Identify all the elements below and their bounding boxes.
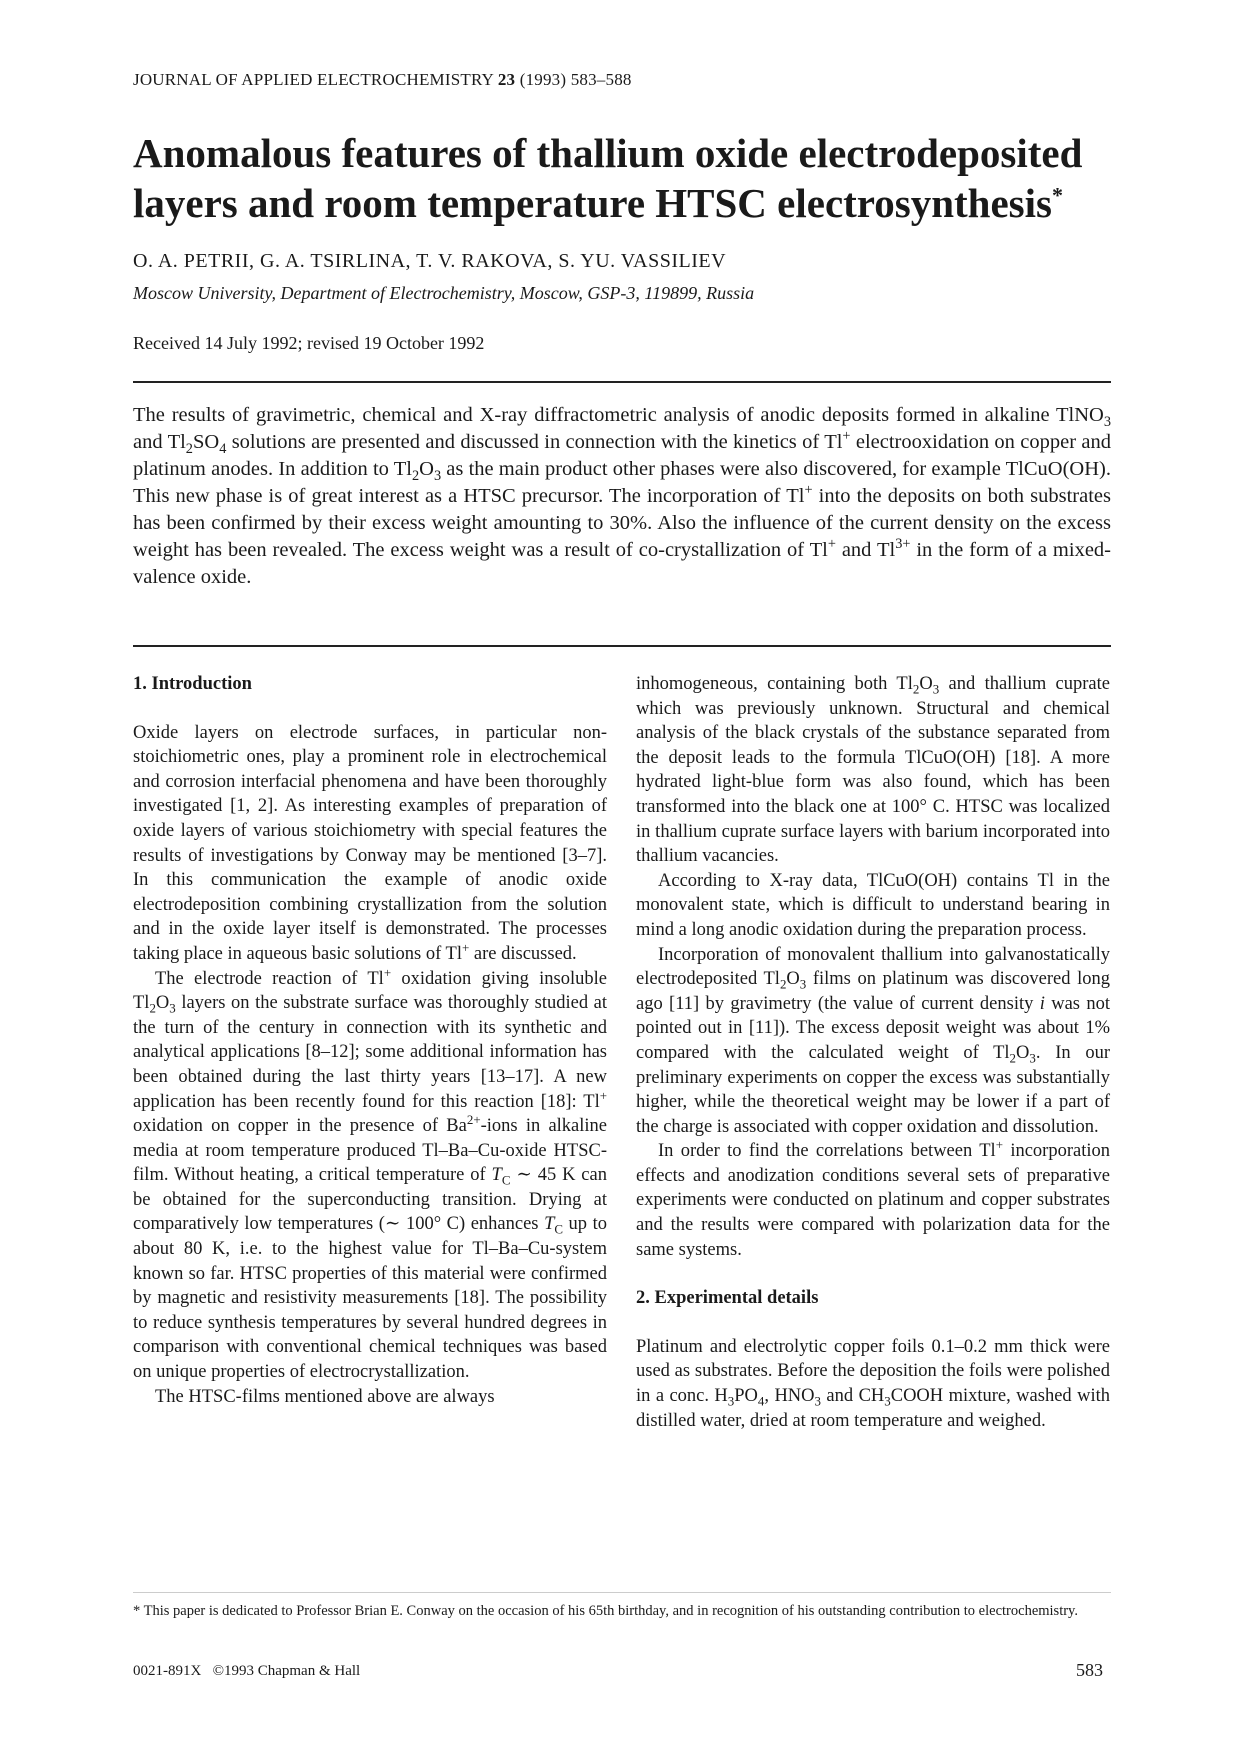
paragraph: Incorporation of monovalent thallium into galvanostatically electrodeposited $Tl_2O_3$ films on platinum was discovered long ago [11] by gravimetry (the value of current density i was not pointed out in [11]). The excess deposit weight was about 1% compared with the calculated weight of $Tl_2O_3$. In our preliminary experiments on copper the excess was substantially higher, while the theoretical weight may be lower if a part of the charge is associated with copper oxidation and dissolution.: [636, 944, 1110, 1137]
author-list: O. A. PETRII, G. A. TSIRLINA, T. V. RAKOVA, S. YU. VASSILIEV: [133, 250, 727, 272]
section-heading-experimental: 2. Experimental details: [636, 1288, 819, 1309]
section-heading-introduction: 1. Introduction: [133, 674, 252, 694]
abstract-text: The results of gravimetric, chemical and X-ray diffractometric analysis of anodic deposits formed in alkaline TlNO$_3$ and $Tl_2SO_4$ solutions are presented and discussed in connection with the kinetics of Tl+ electrooxidation on copper and platinum anodes. In addition to $Tl_2O_3$ as the main product other phases were also discovered, for example TlCuO(OH). This new phase is of great interest as a HTSC precursor. The incorporation of Tl+ into the deposits on both substrates has been confirmed by their excess weight amounting to 30%. Also the influence of the current density on the excess weight has been revealed. The excess weight was a result of co-crystallization of Tl+ and $Tl^{3+}$ in the form of a mixed-valence oxide.: [133, 404, 1111, 588]
paragraph: The HTSC-films mentioned above are always: [155, 1386, 495, 1407]
journal-volume: 23: [497, 70, 516, 89]
right-column: [636, 672, 1110, 1433]
paragraph: inhomogeneous, containing both $Tl_2O_3$ and thallium cuprate which was previously unknown. Structural and chemical analysis of the black crystals of the substance separated from the deposit leads to the formula TlCuO(OH) [18]. A more hydrated light-blue form was also found, which has been transformed into the black one at 100° C. HTSC was localized in thallium cuprate surface layers with barium incorporated into thallium vacancies.: [636, 674, 1110, 867]
paragraph: The electrode reaction of Tl+ oxidation giving insoluble $Tl_2O_3$ layers on the substrate surface was thoroughly studied at the turn of the century in connection with its synthetic and analytical applications [8–12]; some additional information has been obtained during the last thirty years [13–17]. A new application has been recently found for this reaction [18]: Tl+ oxidation on copper in the presence of $Ba^{2+}$-ions in alkaline media at room temperature produced Tl–Ba–Cu-oxide HTSC-film. Without heating, a critical temperature of $T_C$ ∼ 45 K can be obtained for the superconducting transition. Drying at comparatively low temperatures (∼ 100° C) enhances $T_C$ up to about 80 K, i.e. to the highest value for Tl–Ba–Cu-system known so far. HTSC properties of this material were confirmed by magnetic and resistivity measurements [18]. The possibility to reduce synthesis temperatures by several hundred degrees in comparison with conventional chemical techniques was based on unique properties of electrocrystallization.: [133, 964, 607, 1383]
paragraph: In order to find the correlations between Tl+ incorporation effects and anodization conditions several sets of preparative experiments were conducted on platinum and copper substrates and the results were compared with polarization data for the same systems.: [636, 1137, 1110, 1260]
abstract: [133, 402, 1111, 591]
abstract-top-rule: [133, 381, 1111, 383]
footnote: * This paper is dedicated to Professor Brian E. Conway on the occasion of his 65th birthday, and in recognition of his outstanding contribution to electrochemistry.: [133, 1603, 1078, 1619]
paragraph: Platinum and electrolytic copper foils 0.1–0.2 mm thick were used as substrates. Before the deposition the foils were polished in a conc. $H_3PO_4$, $HNO_3$ and $CH_3COOH$ mixture, washed with distilled water, dried at room temperature and weighed.: [636, 1336, 1110, 1431]
affiliation: Moscow University, Department of Electrochemistry, Moscow, GSP-3, 119899, Russia: [133, 283, 755, 303]
received-dates: Received 14 July 1992; revised 19 October 1992: [133, 333, 485, 353]
footer-issn-copyright: 0021-891X ©1993 Chapman & Hall: [133, 1663, 361, 1679]
journal-header: JOURNAL OF APPLIED ELECTROCHEMISTRY 23 (1993) 583–588: [133, 70, 632, 89]
abstract-bottom-rule: [133, 645, 1111, 647]
title-footnote-mark: *: [1051, 182, 1063, 208]
paragraph: Oxide layers on electrode surfaces, in particular non-stoichiometric ones, play a prominent role in electrochemical and corrosion interfacial phenomena and have been thoroughly investigated [1, 2]. As interesting examples of preparation of oxide layers of various stoichiometry with special features the results of investigations by Conway may be mentioned [3–7]. In this communication the example of anodic oxide electrodeposition combining crystallization from the solution and in the oxide layer itself is demonstrated. The processes taking place in aqueous basic solutions of Tl+ are discussed.: [133, 722, 607, 964]
footnote-rule: [133, 1592, 1111, 1593]
left-column: [133, 672, 607, 1409]
page-number: 583: [1076, 1660, 1103, 1680]
paragraph: According to X-ray data, TlCuO(OH) contains Tl in the monovalent state, which is difficult to understand bearing in mind a long anodic oxidation during the preparation process.: [636, 870, 1110, 940]
article-title: Anomalous features of thallium oxide electrodeposited layers and room temperature HTSC electrosynthesis*: [133, 130, 1083, 226]
